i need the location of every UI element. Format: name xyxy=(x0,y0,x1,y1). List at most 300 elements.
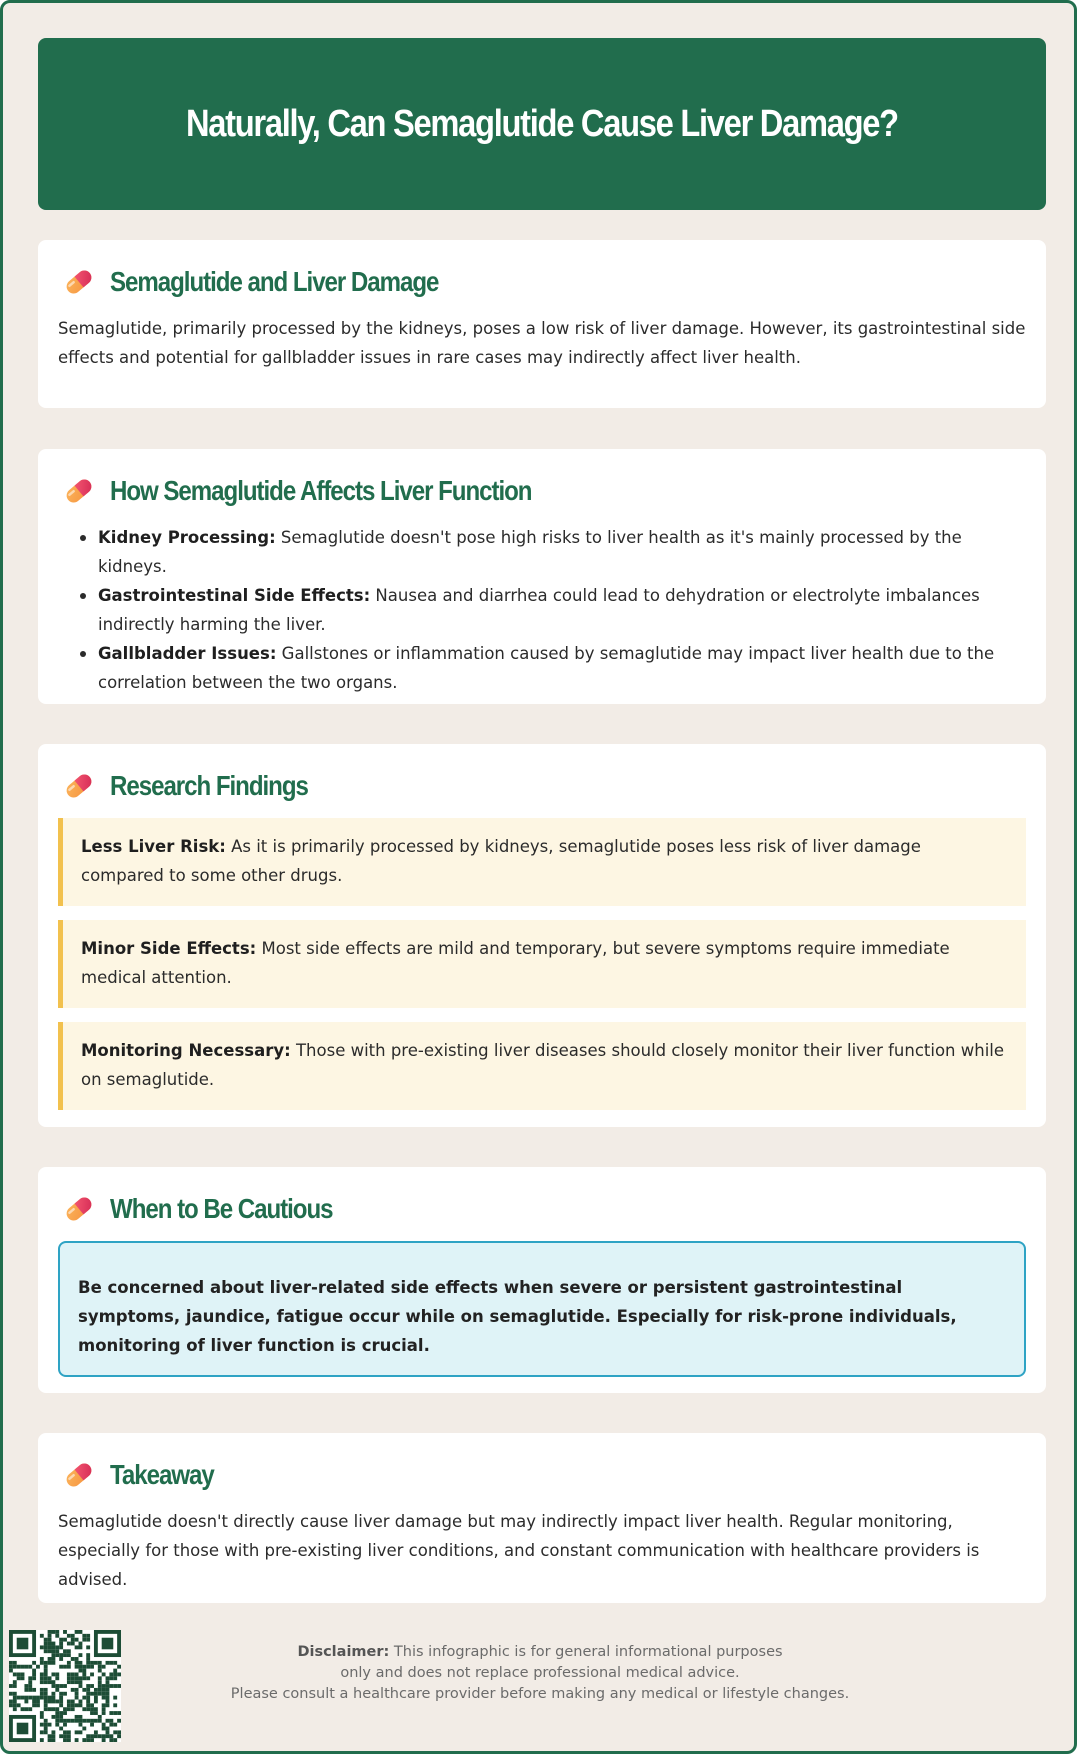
qr-module xyxy=(106,1661,110,1665)
qr-module xyxy=(117,1730,121,1734)
qr-module xyxy=(86,1734,90,1738)
qr-module xyxy=(86,1700,90,1704)
qr-module xyxy=(67,1703,71,1707)
qr-module xyxy=(9,1700,13,1704)
qr-module xyxy=(94,1696,98,1700)
qr-module xyxy=(48,1645,52,1649)
qr-module xyxy=(17,1703,21,1707)
qr-module xyxy=(67,1672,71,1676)
qr-module xyxy=(102,1738,106,1742)
qr-module xyxy=(86,1703,90,1707)
qr-module xyxy=(75,1730,79,1734)
qr-module xyxy=(17,1672,21,1676)
qr-module xyxy=(94,1692,98,1696)
qr-module xyxy=(106,1730,110,1734)
qr-module xyxy=(51,1653,55,1657)
qr-module xyxy=(117,1734,121,1738)
qr-module xyxy=(59,1692,63,1696)
qr-module xyxy=(106,1719,110,1723)
qr-module xyxy=(86,1645,90,1649)
qr-module xyxy=(75,1665,79,1669)
qr-module xyxy=(63,1711,67,1715)
qr-module xyxy=(71,1707,75,1711)
qr-module xyxy=(90,1719,94,1723)
qr-module xyxy=(40,1676,44,1680)
qr-module xyxy=(48,1707,52,1711)
qr-module xyxy=(40,1692,44,1696)
qr-module xyxy=(82,1665,86,1669)
qr-module xyxy=(113,1738,117,1742)
qr-module xyxy=(44,1696,48,1700)
qr-module xyxy=(51,1630,55,1634)
section-title: Takeaway xyxy=(110,1459,214,1490)
qr-module xyxy=(75,1703,79,1707)
qr-module xyxy=(109,1719,113,1723)
qr-module xyxy=(59,1645,63,1649)
qr-module xyxy=(94,1661,98,1665)
section-header xyxy=(58,768,1026,804)
qr-module xyxy=(63,1649,67,1653)
qr-module xyxy=(106,1680,110,1684)
qr-module xyxy=(55,1723,59,1727)
qr-module xyxy=(106,1700,110,1704)
qr-module xyxy=(9,1669,13,1673)
list-item xyxy=(78,523,1026,581)
qr-module xyxy=(40,1738,44,1742)
qr-module xyxy=(51,1645,55,1649)
qr-module xyxy=(94,1719,98,1723)
qr-module xyxy=(67,1738,71,1742)
qr-module xyxy=(113,1703,117,1707)
section-body: Semaglutide, primarily processed by the kidneys, poses a low risk of liver damage. However, its gastrointestinal side effects and potential for gallbladder issues in rare cases may indirectly affect liver health. xyxy=(58,319,1026,367)
qr-module xyxy=(106,1727,110,1731)
title-banner xyxy=(38,38,1046,210)
qr-module xyxy=(75,1692,79,1696)
qr-module xyxy=(13,1680,17,1684)
qr-module xyxy=(44,1645,48,1649)
qr-module xyxy=(59,1642,63,1646)
qr-module xyxy=(79,1703,83,1707)
qr-module xyxy=(55,1653,59,1657)
qr-module xyxy=(109,1723,113,1727)
qr-module xyxy=(44,1672,48,1676)
qr-module xyxy=(59,1653,63,1657)
qr-module xyxy=(67,1700,71,1704)
qr-module xyxy=(106,1696,110,1700)
qr-module xyxy=(90,1692,94,1696)
qr-module xyxy=(75,1645,79,1649)
qr-module xyxy=(106,1676,110,1680)
qr-module xyxy=(21,1672,25,1676)
qr-module xyxy=(55,1684,59,1688)
qr-module xyxy=(102,1723,106,1727)
qr-module xyxy=(79,1723,83,1727)
qr-module xyxy=(75,1676,79,1680)
qr-module xyxy=(59,1715,63,1719)
qr-module xyxy=(71,1638,75,1642)
qr-module xyxy=(113,1711,117,1715)
qr-module xyxy=(32,1661,36,1665)
qr-module xyxy=(75,1672,79,1676)
finding-callout xyxy=(58,920,1026,1008)
qr-module xyxy=(94,1688,98,1692)
qr-module xyxy=(109,1676,113,1680)
qr-module xyxy=(109,1672,113,1676)
qr-module xyxy=(63,1719,67,1723)
qr-module xyxy=(51,1684,55,1688)
qr-module xyxy=(51,1738,55,1742)
qr-module xyxy=(40,1688,44,1692)
qr-module xyxy=(109,1734,113,1738)
qr-module xyxy=(28,1680,32,1684)
qr-module xyxy=(82,1738,86,1742)
qr-module xyxy=(48,1657,52,1661)
qr-module xyxy=(40,1715,44,1719)
qr-module xyxy=(79,1630,83,1634)
qr-module xyxy=(79,1665,83,1669)
qr-module xyxy=(98,1734,102,1738)
qr-module xyxy=(90,1661,94,1665)
section-title: Research Findings xyxy=(110,770,308,801)
qr-module xyxy=(48,1738,52,1742)
qr-module xyxy=(79,1661,83,1665)
qr-module xyxy=(59,1700,63,1704)
pill-icon xyxy=(62,1458,96,1492)
qr-module xyxy=(63,1707,67,1711)
qr-module xyxy=(48,1696,52,1700)
qr-module xyxy=(17,1696,21,1700)
qr-module xyxy=(21,1696,25,1700)
qr-module xyxy=(44,1688,48,1692)
finding-label: Less Liver Risk: xyxy=(81,837,226,856)
qr-module xyxy=(98,1684,102,1688)
qr-module xyxy=(55,1707,59,1711)
section-liver-function xyxy=(38,449,1046,704)
qr-module xyxy=(40,1696,44,1700)
qr-module xyxy=(86,1738,90,1742)
qr-module xyxy=(44,1665,48,1669)
qr-module xyxy=(40,1730,44,1734)
qr-module xyxy=(82,1696,86,1700)
qr-module xyxy=(48,1630,52,1634)
qr-module xyxy=(75,1661,79,1665)
qr-module xyxy=(59,1734,63,1738)
section-header xyxy=(58,473,1026,509)
qr-code-icon[interactable] xyxy=(9,1630,121,1742)
qr-module xyxy=(9,1692,13,1696)
qr-module xyxy=(9,1703,13,1707)
qr-module xyxy=(63,1630,67,1634)
qr-module xyxy=(71,1634,75,1638)
qr-module xyxy=(48,1649,52,1653)
section-header xyxy=(58,264,1026,300)
section-liver-damage xyxy=(38,240,1046,408)
qr-module xyxy=(55,1688,59,1692)
qr-module xyxy=(51,1649,55,1653)
qr-module xyxy=(98,1692,102,1696)
qr-module xyxy=(79,1730,83,1734)
qr-module xyxy=(98,1715,102,1719)
qr-module xyxy=(113,1723,117,1727)
qr-module xyxy=(59,1638,63,1642)
qr-module xyxy=(98,1680,102,1684)
qr-module xyxy=(55,1715,59,1719)
qr-module xyxy=(36,1700,40,1704)
qr-module xyxy=(82,1672,86,1676)
qr-module xyxy=(71,1700,75,1704)
qr-module xyxy=(86,1634,90,1638)
qr-module xyxy=(32,1672,36,1676)
qr-module xyxy=(32,1703,36,1707)
qr-module xyxy=(75,1630,79,1634)
qr-module xyxy=(55,1645,59,1649)
qr-module xyxy=(102,1711,106,1715)
qr-module xyxy=(28,1684,32,1688)
qr-module xyxy=(102,1703,106,1707)
qr-module xyxy=(109,1711,113,1715)
qr-module xyxy=(13,1684,17,1688)
qr-module xyxy=(63,1734,67,1738)
qr-module xyxy=(44,1692,48,1696)
qr-module xyxy=(90,1665,94,1669)
qr-module xyxy=(63,1692,67,1696)
qr-module xyxy=(86,1638,90,1642)
qr-module xyxy=(67,1676,71,1680)
qr-module xyxy=(51,1672,55,1676)
qr-module xyxy=(63,1723,67,1727)
qr-module xyxy=(94,1707,98,1711)
item-text: Semaglutide doesn't pose high risks to liver health as it's mainly processed by the kidneys. xyxy=(98,528,962,576)
qr-module xyxy=(24,1696,28,1700)
disclaimer-label: Disclaimer: xyxy=(297,1644,390,1660)
pill-icon xyxy=(62,265,96,299)
qr-module xyxy=(71,1642,75,1646)
qr-module xyxy=(106,1703,110,1707)
qr-module xyxy=(48,1661,52,1665)
qr-module xyxy=(113,1684,117,1688)
finding-text: As it is primarily processed by kidneys, semaglutide poses less risk of liver damage compared to some other drugs. xyxy=(81,837,921,885)
pill-icon xyxy=(62,769,96,803)
section-takeaway xyxy=(38,1433,1046,1603)
qr-module xyxy=(113,1696,117,1700)
qr-module xyxy=(98,1669,102,1673)
qr-module xyxy=(82,1669,86,1673)
qr-module xyxy=(98,1665,102,1669)
qr-module xyxy=(102,1692,106,1696)
qr-module xyxy=(9,1661,13,1665)
qr-module xyxy=(13,1700,17,1704)
qr-module xyxy=(71,1688,75,1692)
qr-module xyxy=(82,1719,86,1723)
qr-module xyxy=(28,1707,32,1711)
finding-callout xyxy=(58,1022,1026,1110)
qr-module xyxy=(51,1642,55,1646)
qr-module xyxy=(28,1696,32,1700)
qr-module xyxy=(51,1661,55,1665)
qr-module xyxy=(82,1707,86,1711)
qr-module xyxy=(63,1684,67,1688)
qr-module xyxy=(67,1730,71,1734)
qr-module xyxy=(113,1661,117,1665)
qr-module xyxy=(102,1707,106,1711)
qr-module xyxy=(24,1707,28,1711)
qr-module xyxy=(51,1696,55,1700)
qr-module xyxy=(40,1657,44,1661)
qr-module xyxy=(94,1730,98,1734)
qr-module xyxy=(79,1719,83,1723)
qr-module xyxy=(109,1661,113,1665)
qr-module xyxy=(117,1665,121,1669)
qr-module xyxy=(9,1684,13,1688)
qr-module xyxy=(94,1734,98,1738)
qr-module xyxy=(86,1676,90,1680)
qr-module xyxy=(67,1734,71,1738)
qr-module xyxy=(55,1630,59,1634)
qr-module xyxy=(113,1669,117,1673)
caution-text: Be concerned about liver-related side effects when severe or persistent gastrointestinal symptoms, jaundice, fatigue occur while on semaglutide. Especially for risk-prone individuals, monitoring of liver function is crucial. xyxy=(78,1278,957,1355)
qr-module xyxy=(48,1700,52,1704)
qr-module xyxy=(40,1711,44,1715)
qr-module xyxy=(59,1719,63,1723)
qr-module xyxy=(102,1727,106,1731)
qr-module xyxy=(102,1734,106,1738)
qr-module xyxy=(44,1723,48,1727)
qr-module xyxy=(98,1719,102,1723)
qr-module xyxy=(55,1672,59,1676)
qr-module xyxy=(90,1734,94,1738)
qr-module xyxy=(67,1653,71,1657)
qr-module xyxy=(71,1680,75,1684)
qr-module xyxy=(21,1676,25,1680)
qr-module xyxy=(36,1703,40,1707)
qr-module xyxy=(44,1638,48,1642)
qr-module xyxy=(51,1657,55,1661)
qr-module xyxy=(21,1707,25,1711)
qr-module xyxy=(117,1672,121,1676)
qr-module xyxy=(75,1738,79,1742)
qr-module xyxy=(36,1665,40,1669)
qr-module xyxy=(44,1700,48,1704)
qr-module xyxy=(75,1638,79,1642)
qr-module xyxy=(59,1657,63,1661)
qr-module xyxy=(44,1703,48,1707)
qr-module xyxy=(109,1738,113,1742)
qr-module xyxy=(59,1703,63,1707)
qr-module xyxy=(32,1700,36,1704)
qr-module xyxy=(17,1665,21,1669)
qr-module xyxy=(40,1661,44,1665)
qr-module xyxy=(86,1719,90,1723)
qr-module xyxy=(44,1669,48,1673)
qr-module xyxy=(44,1727,48,1731)
qr-module xyxy=(40,1634,44,1638)
qr-module xyxy=(79,1676,83,1680)
qr-module xyxy=(51,1730,55,1734)
disclaimer-line: This infographic is for general informational purposes xyxy=(389,1644,783,1660)
qr-module xyxy=(117,1711,121,1715)
qr-module xyxy=(48,1680,52,1684)
qr-module xyxy=(94,1711,98,1715)
disclaimer-line: Please consult a healthcare provider before making any medical or lifestyle changes. xyxy=(230,1686,850,1702)
qr-module xyxy=(86,1657,90,1661)
qr-module xyxy=(79,1680,83,1684)
section-header xyxy=(58,1191,1026,1227)
qr-module xyxy=(79,1700,83,1704)
pill-icon xyxy=(62,474,96,508)
qr-module xyxy=(86,1688,90,1692)
qr-module xyxy=(86,1665,90,1669)
qr-module xyxy=(24,1665,28,1669)
qr-module xyxy=(98,1661,102,1665)
qr-module xyxy=(44,1707,48,1711)
qr-module xyxy=(55,1711,59,1715)
qr-module xyxy=(98,1688,102,1692)
qr-module xyxy=(106,1692,110,1696)
qr-module xyxy=(17,1676,21,1680)
qr-module xyxy=(67,1661,71,1665)
qr-module xyxy=(79,1642,83,1646)
qr-module xyxy=(13,1707,17,1711)
finding-text: Those with pre-existing liver diseases should closely monitor their liver function while on semaglutide. xyxy=(81,1041,1005,1089)
qr-module xyxy=(86,1684,90,1688)
qr-module xyxy=(102,1688,106,1692)
qr-module xyxy=(36,1696,40,1700)
qr-module xyxy=(86,1653,90,1657)
qr-module xyxy=(71,1703,75,1707)
qr-module xyxy=(67,1649,71,1653)
qr-module xyxy=(90,1711,94,1715)
qr-module xyxy=(71,1657,75,1661)
qr-module xyxy=(86,1696,90,1700)
qr-module xyxy=(48,1676,52,1680)
caution-callout xyxy=(58,1241,1026,1377)
list-item xyxy=(78,581,1026,639)
qr-module xyxy=(71,1672,75,1676)
item-label: Gallbladder Issues: xyxy=(98,644,277,663)
qr-module xyxy=(21,1665,25,1669)
finding-label: Minor Side Effects: xyxy=(81,939,257,958)
qr-module xyxy=(44,1642,48,1646)
qr-module xyxy=(48,1734,52,1738)
finding-label: Monitoring Necessary: xyxy=(81,1041,291,1060)
qr-module xyxy=(24,1700,28,1704)
qr-module xyxy=(48,1642,52,1646)
qr-module xyxy=(59,1665,63,1669)
qr-module xyxy=(79,1653,83,1657)
qr-module xyxy=(117,1719,121,1723)
qr-module xyxy=(24,1688,28,1692)
qr-module xyxy=(79,1715,83,1719)
list-item xyxy=(78,639,1026,697)
qr-module xyxy=(86,1707,90,1711)
qr-module xyxy=(67,1642,71,1646)
qr-module xyxy=(44,1730,48,1734)
finding-callout xyxy=(58,818,1026,906)
finding-text: Most side effects are mild and temporary, but severe symptoms require immediate medical attention. xyxy=(81,939,950,987)
qr-module xyxy=(55,1634,59,1638)
qr-module xyxy=(90,1703,94,1707)
qr-module xyxy=(13,1696,17,1700)
qr-module xyxy=(40,1680,44,1684)
qr-module xyxy=(40,1723,44,1727)
qr-module xyxy=(71,1676,75,1680)
qr-module xyxy=(82,1727,86,1731)
qr-module xyxy=(71,1719,75,1723)
qr-module xyxy=(28,1676,32,1680)
qr-module xyxy=(75,1657,79,1661)
qr-module xyxy=(13,1665,17,1669)
qr-module xyxy=(51,1692,55,1696)
